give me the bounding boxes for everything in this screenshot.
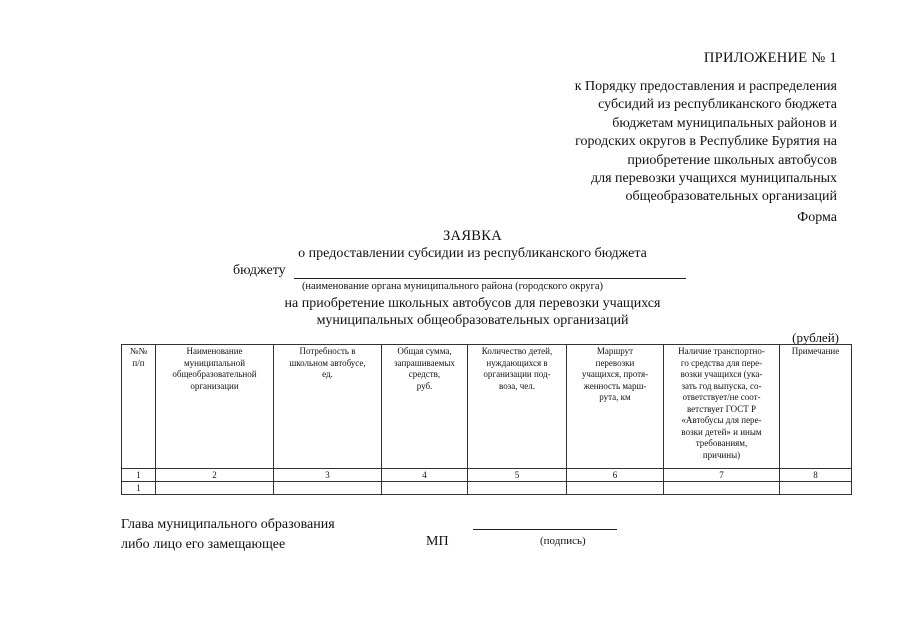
header-line: п/п (132, 357, 145, 368)
column-number: 8 (780, 469, 852, 482)
header-line: рута, км (599, 392, 631, 402)
header-line: го средства для пере- (680, 357, 763, 368)
header-line: школьном автобусе, (289, 357, 366, 368)
document-subtitle: о предоставлении субсидии из республиканского бюджета (298, 246, 647, 261)
appendix-line: для перевозки учащихся муниципальных (590, 171, 837, 187)
column-number: 5 (468, 469, 567, 482)
column-header (780, 345, 852, 469)
column-number: 4 (382, 469, 468, 482)
budget-prefix: бюджету (233, 263, 286, 278)
document-title: ЗАЯВКА (442, 228, 503, 244)
header-line: требованиям, (695, 438, 748, 448)
header-line: средств, (408, 369, 441, 379)
budget-hint: (наименование органа муниципального района (городского округа) (301, 281, 604, 292)
signature-line[interactable] (473, 529, 617, 530)
header-line: запрашиваемых (394, 357, 455, 368)
document-subtitle: муниципальных общеобразовательных организаций (316, 313, 629, 328)
appendix-title: ПРИЛОЖЕНИЕ № 1 (703, 50, 837, 66)
column-header (382, 345, 468, 469)
signatory-line: Глава муниципального образования (121, 517, 335, 532)
header-line: «Автобусы для пере- (681, 415, 762, 425)
header-line: ветствует ГОСТ Р (686, 403, 756, 414)
column-header (664, 345, 780, 469)
column-header (122, 345, 156, 469)
currency-unit-label: (рублей) (792, 330, 839, 345)
header-line: руб. (416, 380, 433, 391)
header-line: воза, чел. (499, 380, 535, 391)
header-line: женность марш- (583, 380, 647, 391)
header-line: организации под- (483, 369, 551, 379)
header-line: Примечание (791, 346, 840, 356)
header-line: перевозки (595, 357, 635, 368)
header-line: зать год выпуска, со- (681, 380, 762, 391)
header-line: учащихся, протя- (581, 369, 649, 379)
header-line: Маршрут (596, 346, 634, 356)
column-number: 2 (156, 469, 274, 482)
header-line: Количество детей, (481, 346, 553, 356)
signature-hint: (подпись) (540, 535, 586, 547)
document-subtitle: на приобретение школьных автобусов для перевозки учащихся (284, 296, 661, 311)
appendix-line: бюджетам муниципальных районов и (612, 115, 837, 131)
header-line: ед. (322, 369, 333, 379)
budget-fill-line[interactable] (294, 278, 686, 279)
form-label: Форма (797, 210, 837, 225)
table-cell[interactable] (567, 482, 664, 495)
header-line: муниципальной (183, 357, 246, 368)
column-header (274, 345, 382, 469)
signatory-line: либо лицо его замещающее (121, 537, 286, 552)
header-line: общеобразовательной (172, 369, 257, 379)
appendix-line: общеобразовательных организаций (625, 189, 837, 205)
appendix-line: приобретение школьных автобусов (627, 152, 837, 168)
column-number: 1 (122, 469, 156, 482)
header-line: Наличие транспортно- (678, 346, 765, 356)
appendix-description (575, 78, 837, 207)
column-header (567, 345, 664, 469)
column-number-row (122, 469, 852, 482)
header-line: возки детей» и иным (681, 426, 762, 437)
header-line: ответствует/не соот- (682, 392, 761, 402)
header-line: организации (190, 380, 239, 391)
appendix-line: городских округов в Республике Бурятия на (575, 134, 837, 150)
header-line: нуждающихся в (486, 357, 548, 368)
column-number: 6 (567, 469, 664, 482)
header-line: Общая сумма, (397, 346, 452, 356)
request-table (121, 344, 852, 495)
stamp-placeholder: МП (426, 534, 449, 549)
table-cell[interactable] (382, 482, 468, 495)
table-row (122, 482, 852, 495)
header-line: Наименование (186, 346, 243, 356)
table-cell[interactable] (664, 482, 780, 495)
column-header (156, 345, 274, 469)
header-line: №№ (129, 346, 148, 356)
appendix-line: субсидий из республиканского бюджета (598, 97, 837, 113)
table-cell[interactable] (468, 482, 567, 495)
table-cell[interactable] (274, 482, 382, 495)
table-cell[interactable] (156, 482, 274, 495)
column-number: 3 (274, 469, 382, 482)
header-line: причины) (702, 449, 741, 460)
column-number: 7 (664, 469, 780, 482)
table-header-row (122, 345, 852, 469)
column-header (468, 345, 567, 469)
header-line: Потребность в (299, 346, 356, 356)
signatory-title (121, 515, 335, 555)
header-line: возки учащихся (ука- (680, 369, 763, 379)
table-cell[interactable]: 1 (122, 482, 156, 495)
appendix-line: к Порядку предоставления и распределения (574, 79, 837, 94)
table-cell[interactable] (780, 482, 852, 495)
